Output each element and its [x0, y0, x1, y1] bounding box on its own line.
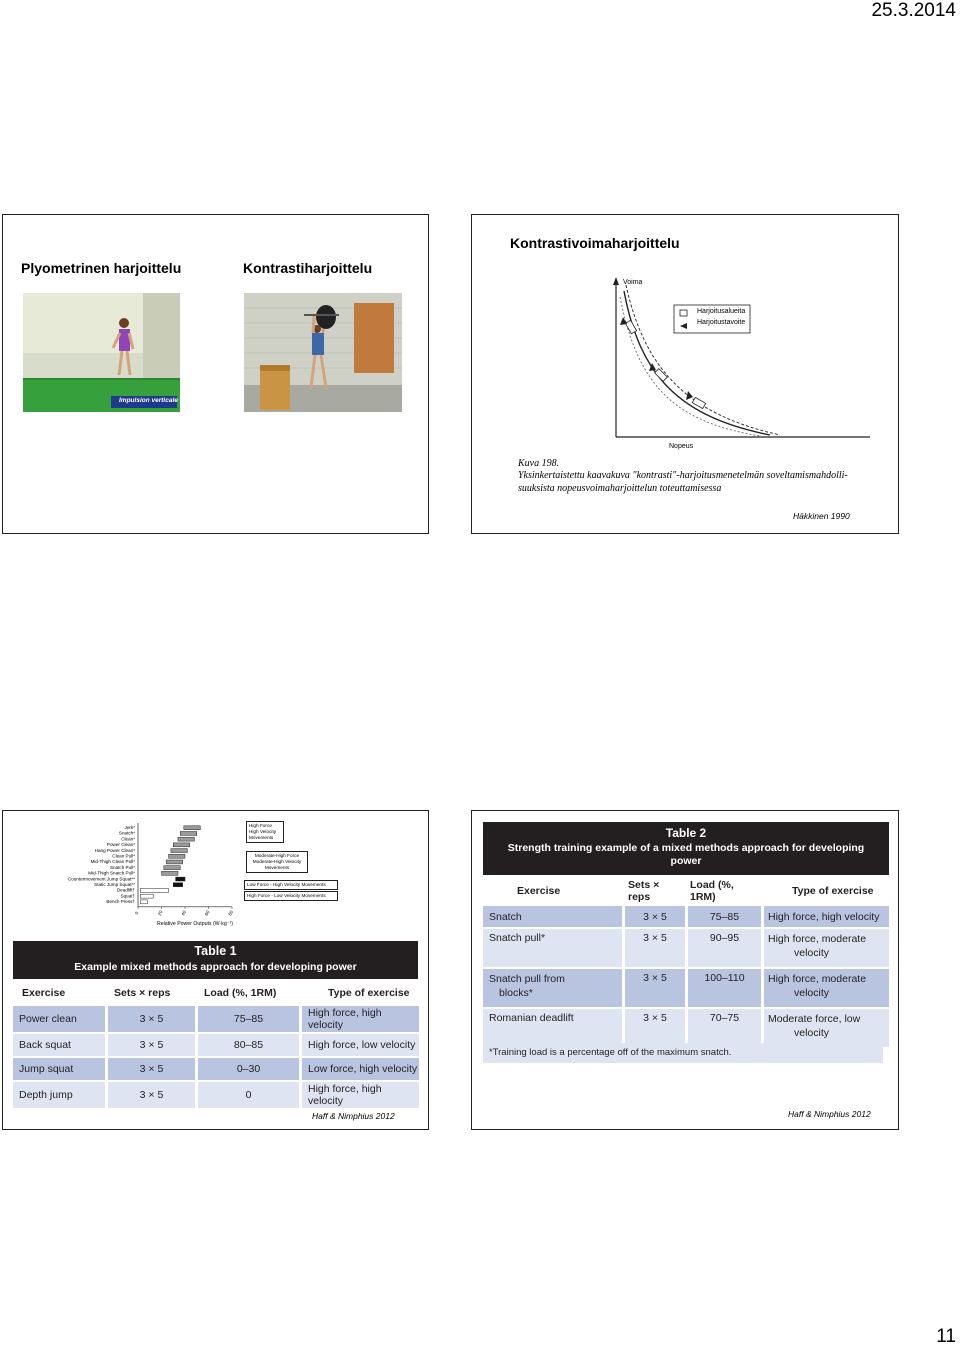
slide-plyometric [2, 214, 429, 534]
chart-category-label: Static Jump Squat** [94, 882, 135, 887]
table-row [483, 929, 889, 967]
chart-x-tick-label: 0 [133, 910, 140, 916]
chart-category-label: Power Clean* [106, 842, 135, 848]
table2-cell [764, 969, 889, 1007]
chart-x-tick-label: 80 [227, 909, 235, 917]
chart-bar [169, 854, 185, 858]
table2-cell-line: velocity [794, 987, 830, 999]
table2-cell-line: Snatch pull from [489, 973, 565, 985]
table1-cell: 80–85 [198, 1034, 299, 1056]
table2-cell [764, 929, 889, 967]
table1-header-band [13, 941, 418, 979]
table1-cell: Low force, high velocity [302, 1058, 419, 1080]
legend-high-force-high-velocity: High Force High Velocity Movements [246, 821, 284, 843]
table1-col-sets: Sets × reps [108, 982, 195, 1004]
table2-cell: 100–110 [688, 969, 761, 1007]
chart-bar [173, 843, 189, 847]
table2-cell: High force, high velocity [764, 906, 889, 927]
figure-caption-line2: suuksista nopeusvoimaharjoittelun toteuttamisessa [518, 483, 722, 494]
slide-title-contrast-strength: Kontrastivoimaharjoittelu [510, 235, 680, 251]
table2-col-sets: Sets × reps [625, 878, 685, 904]
chart-category-label: Mid-Thigh Clean Pull* [90, 859, 135, 865]
table2-header-band [483, 822, 889, 875]
force-velocity-diagram [600, 277, 880, 449]
table1-cell: 3 × 5 [108, 1082, 195, 1108]
chart-category-label: Hang Power Clean* [94, 847, 135, 853]
table1-cell: 3 × 5 [108, 1006, 195, 1032]
table2-cell-line: High force, moderate [768, 933, 867, 945]
chart-bar [162, 871, 178, 875]
table2-cell [483, 969, 622, 1007]
table2-cell: 3 × 5 [625, 906, 685, 927]
table2-cell-line: Moderate force, low [768, 1013, 861, 1025]
table2-cell: 90–95 [688, 929, 761, 967]
chart-bar [140, 900, 147, 904]
table-row [483, 1009, 889, 1047]
figure-caption-line1: Yksinkertaistettu kaavakuva "kontrasti"-harjoitusmenetelmän soveltamismahdolli- [518, 470, 848, 481]
chart-bar [166, 860, 182, 864]
slide-mixed-methods-1 [2, 810, 429, 1130]
legend-high-force-low-velocity: High Force - Low Velocity Movements [244, 891, 338, 901]
credit-haff-2: Haff & Nimphius 2012 [788, 1109, 871, 1119]
chart-x-axis-label: Relative Power Outputs (W·kg⁻¹) [157, 920, 233, 927]
plyometric-video-frame [23, 293, 180, 412]
table2-header-row [483, 878, 889, 904]
table2-cell: 75–85 [688, 906, 761, 927]
table2-cell: 3 × 5 [625, 1009, 685, 1047]
chart-category-label: Countermovement Jump Squat** [67, 876, 135, 882]
table2 [480, 876, 892, 1049]
table2-cell: Snatch [483, 906, 622, 927]
table1-col-exercise: Exercise [13, 982, 105, 1004]
table1-cell: 0–30 [198, 1058, 299, 1080]
table1-cell: Jump squat [13, 1058, 105, 1080]
credit-haff-1: Haff & Nimphius 2012 [312, 1111, 395, 1121]
table1-cell: High force, high velocity [302, 1006, 419, 1032]
table1-col-type: Type of exercise [302, 982, 419, 1004]
table-row [483, 969, 889, 1007]
table1-title: Table 1 [194, 944, 237, 958]
table2-cell-line: blocks* [499, 987, 533, 999]
chart-x-tick-label: 40 [180, 909, 188, 917]
table2-col-type: Type of exercise [764, 878, 889, 904]
table1-cell: 75–85 [198, 1006, 299, 1032]
slide-mixed-methods-2 [471, 810, 899, 1130]
chart-category-label: Snatch* [118, 830, 135, 836]
table1-col-load: Load (%, 1RM) [198, 982, 299, 1004]
table2-footnote: *Training load is a percentage off of the maximum snatch. [483, 1043, 883, 1063]
table-row [13, 1082, 419, 1108]
diagram-legend-region: Harjoitusalueita [697, 308, 746, 315]
chart-category-label: Snatch Pull* [109, 864, 135, 870]
chart-bar [140, 889, 168, 893]
chart-category-label: Mid-Thigh Snatch Pull* [88, 870, 135, 876]
table2-cell-line: velocity [794, 1027, 830, 1039]
chart-bar [173, 883, 182, 887]
table2-cell: 3 × 5 [625, 969, 685, 1007]
table1-cell: Power clean [13, 1006, 105, 1032]
chart-bar [164, 866, 180, 870]
table2-cell: Snatch pull* [483, 929, 622, 967]
plyometric-photo-image [23, 293, 180, 412]
credit-hakkinen: Häkkinen 1990 [793, 511, 850, 521]
figure-caption-number: Kuva 198. [518, 458, 560, 469]
chart-bar [171, 849, 187, 853]
slide-title-plyometric: Plyometrinen harjoittelu [21, 260, 182, 276]
table1-cell: Back squat [13, 1034, 105, 1056]
table1-cell: 0 [198, 1082, 299, 1108]
table2-cell: 70–75 [688, 1009, 761, 1047]
legend-moderate-high: Moderate-High Force Moderate-High Velocity Movements [246, 851, 308, 873]
chart-x-tick-label: 20 [156, 909, 164, 917]
table2-col-load: Load (%, 1RM) [688, 878, 761, 904]
table-row [483, 906, 889, 927]
table2-cell: Romanian deadlift [483, 1009, 622, 1047]
chart-category-label: Clean Pull* [112, 853, 135, 859]
diagram-y-axis-label: Voima [623, 279, 643, 286]
table1-cell: Depth jump [13, 1082, 105, 1108]
table2-col-exercise: Exercise [483, 878, 622, 904]
table2-cell-line: High force, moderate [768, 973, 867, 985]
table-row [13, 1006, 419, 1032]
table2-subtitle-line2: power [670, 855, 702, 867]
video-caption: Impulsion verticale [119, 397, 178, 404]
chart-bar [178, 837, 194, 841]
table-row [13, 1058, 419, 1080]
contrast-video-frame [244, 293, 402, 412]
contrast-photo-image [244, 293, 402, 412]
table2-cell-line: velocity [794, 947, 830, 959]
chart-x-tick-label: 60 [203, 909, 211, 917]
chart-category-label: Jerk* [124, 825, 135, 830]
table1 [10, 980, 422, 1110]
chart-category-label: Clean* [121, 836, 135, 842]
chart-category-label: Bench Press† [106, 899, 135, 905]
table1-cell: 3 × 5 [108, 1058, 195, 1080]
table1-subtitle: Example mixed methods approach for developing power [74, 961, 357, 973]
table1-cell: High force, low velocity [302, 1034, 419, 1056]
chart-category-label: Deadlift† [116, 887, 135, 893]
slide-contrast-strength [471, 214, 899, 534]
chart-bar [184, 826, 200, 830]
chart-bar [176, 877, 185, 881]
diagram-legend-target: Harjoitustavoite [697, 319, 746, 326]
page-number: 11 [936, 1326, 956, 1347]
table2-cell [764, 1009, 889, 1047]
table1-cell: High force, high velocity [302, 1082, 419, 1108]
chart-bar [140, 894, 153, 898]
legend-low-force-high-velocity: Low Force - High Velocity Movements [244, 880, 338, 890]
diagram-x-axis-label: Nopeus [669, 443, 694, 450]
table2-subtitle-line1: Strength training example of a mixed methods approach for developing [507, 842, 865, 854]
table1-header-row [13, 982, 419, 1004]
table2-title: Table 2 [665, 826, 707, 840]
table-row [13, 1034, 419, 1056]
chart-category-label: Squat† [120, 893, 135, 899]
slide-title-contrast: Kontrastiharjoittelu [243, 260, 373, 276]
table1-cell: 3 × 5 [108, 1034, 195, 1056]
chart-bar [180, 832, 196, 836]
page-date: 25.3.2014 [871, 0, 956, 21]
table2-cell: 3 × 5 [625, 929, 685, 967]
